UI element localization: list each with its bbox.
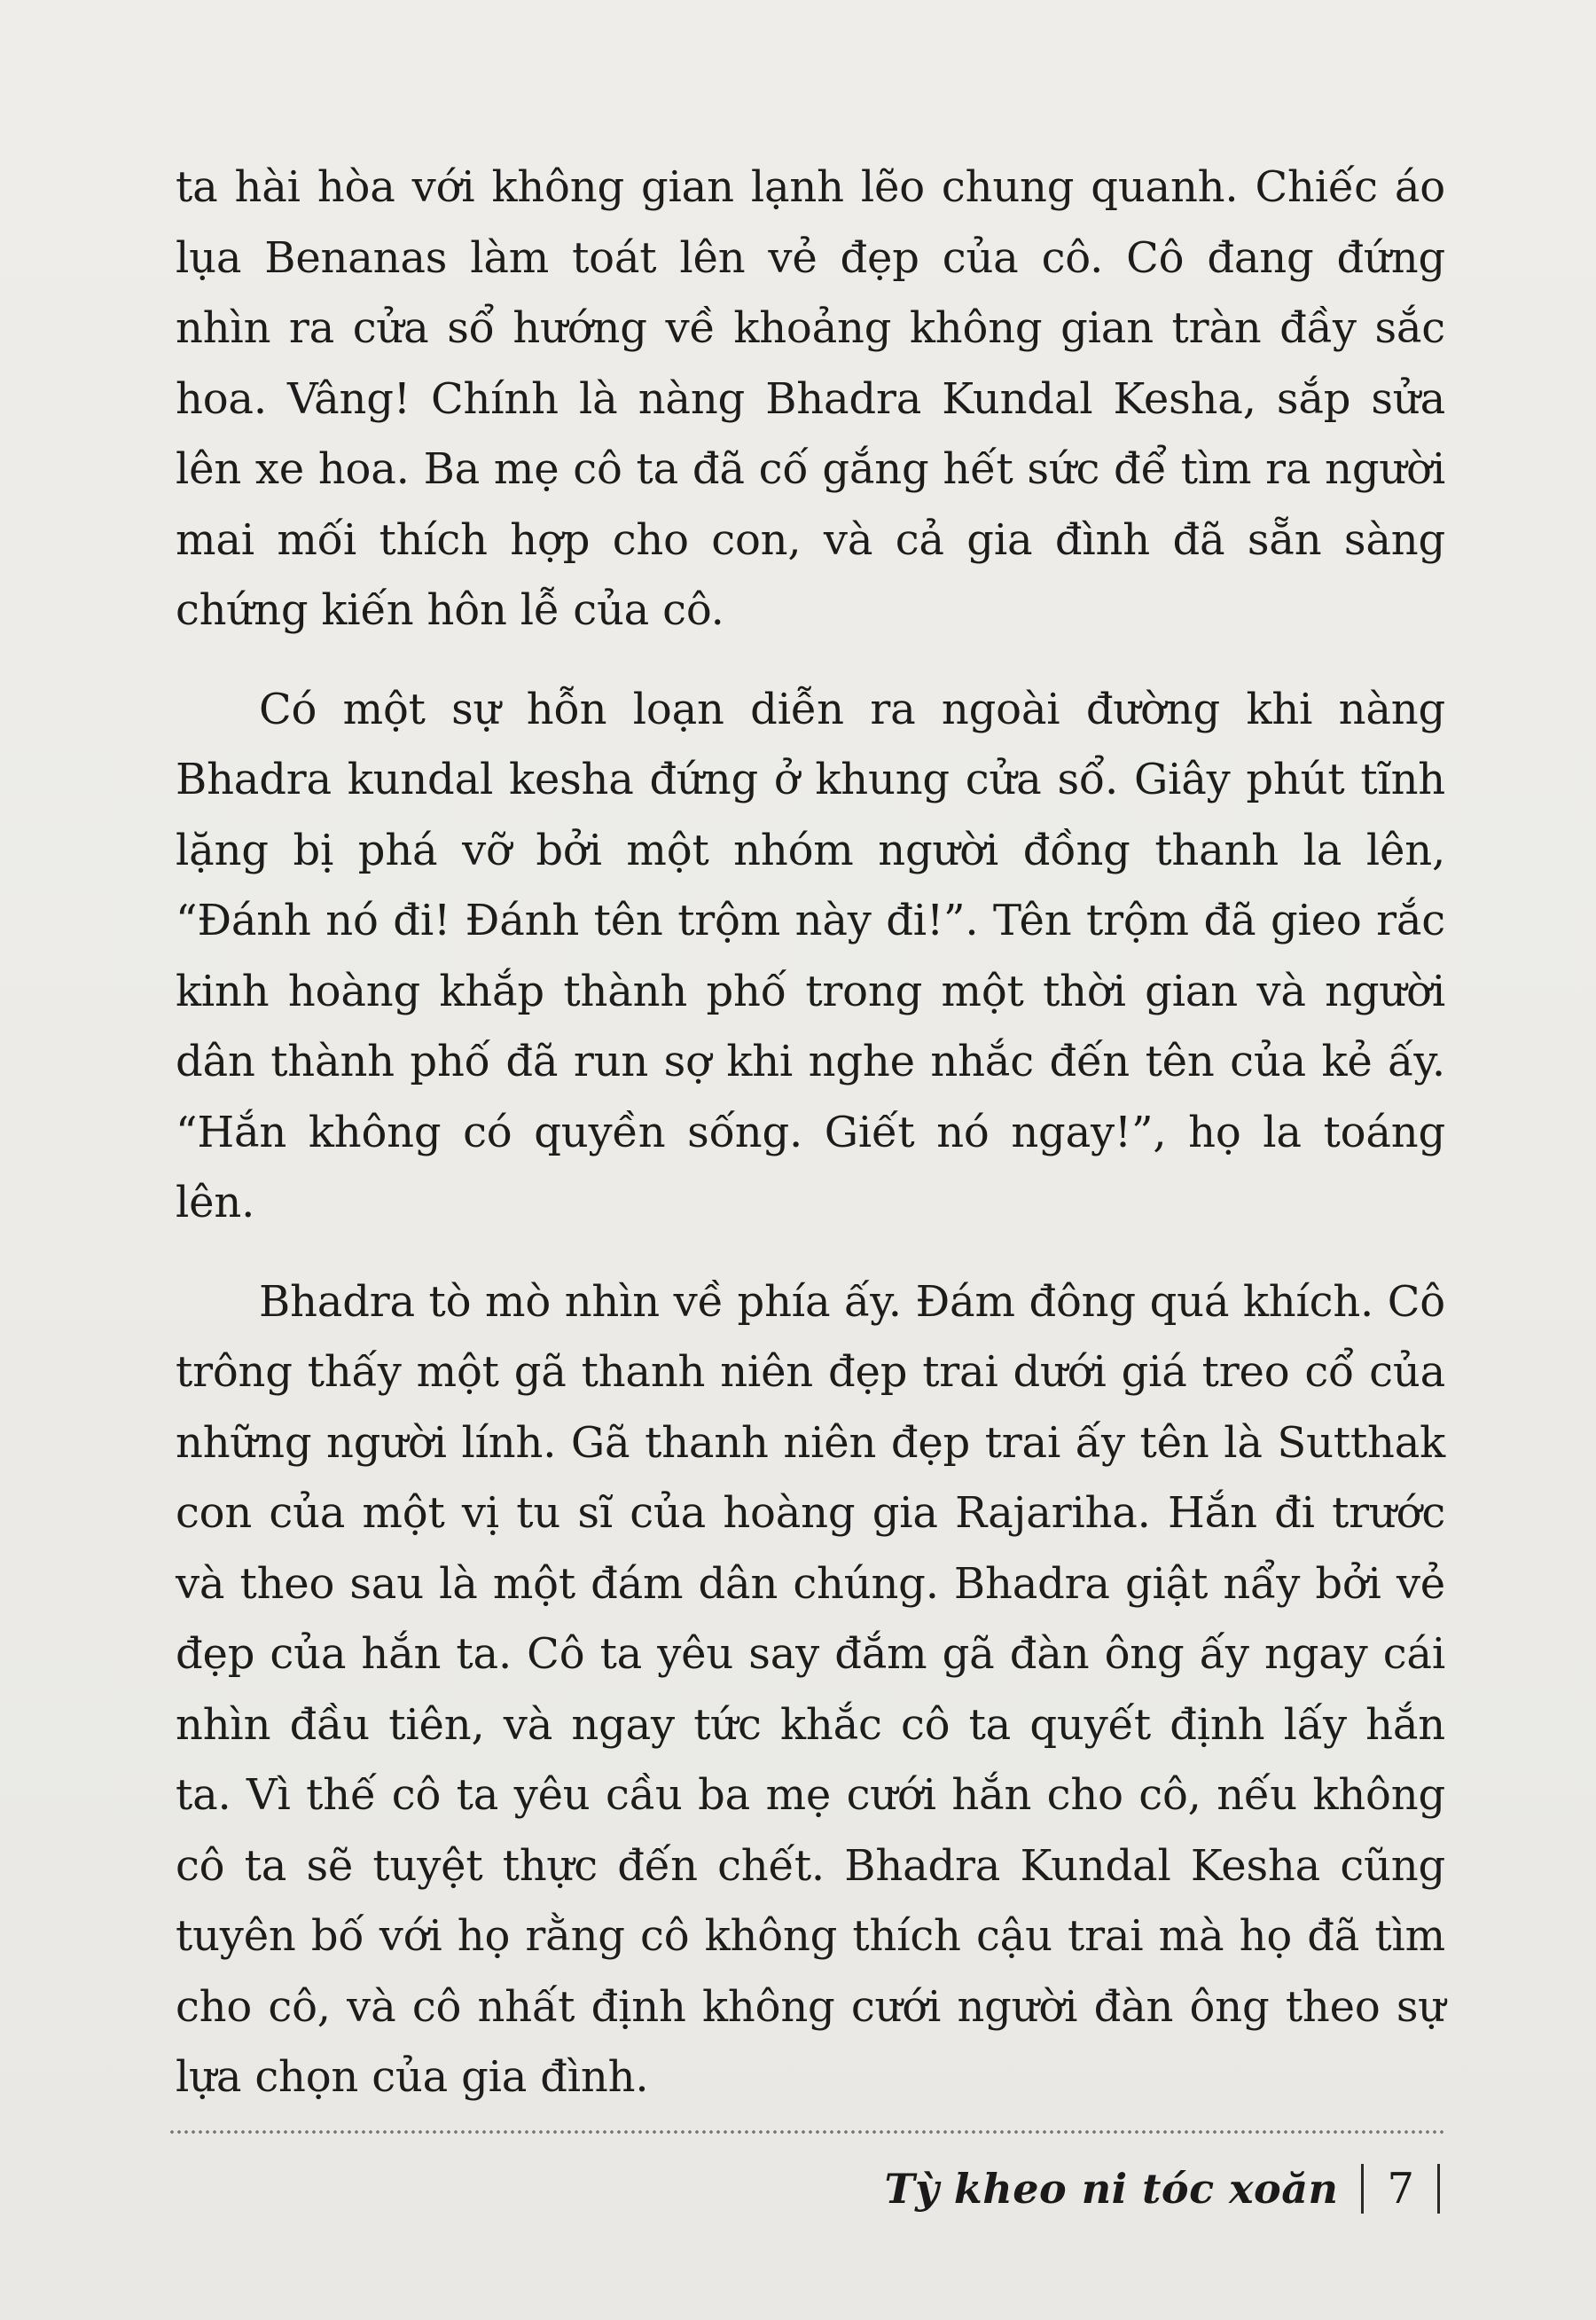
footer-separator-end — [1437, 2164, 1440, 2214]
page-footer — [884, 2153, 1440, 2224]
body-text — [176, 153, 1445, 2142]
page-number: 7 — [1387, 2164, 1414, 2214]
footer-book-title: Tỳ kheo ni tóc xoăn — [884, 2165, 1339, 2213]
paragraph-2: Có một sự hỗn loạn diễn ra ngoài đường khi nàng Bhadra kundal kesha đứng ở khung cửa sổ. Giây phút tĩnh lặng bị phá vỡ bởi một nhóm người đồng thanh la lên, “Đánh nó đi! Đánh tên trộm này đi!”. Tên trộm đã gieo rắc kinh hoàng khắp thành phố trong một thời gian và người dân thành phố đã run sợ khi nghe nhắc đến tên của kẻ ấy. “Hắn không có quyền sống. Giết nó ngay!”, họ la toáng lên. — [176, 684, 1445, 1227]
footer-separator — [1361, 2164, 1364, 2214]
footer-divider — [168, 2128, 1445, 2136]
paragraph-3: Bhadra tò mò nhìn về phía ấy. Đám đông quá khích. Cô trông thấy một gã thanh niên đẹp trai dưới giá treo cổ của những người lính. Gã thanh niên đẹp trai ấy tên là Sutthak con của một vị tu sĩ của hoàng gia Rajariha. Hắn đi trước và theo sau là một đám dân chúng. Bhadra giật nẩy bởi vẻ đẹp của hắn ta. Cô ta yêu say đắm gã đàn ông ấy ngay cái nhìn đầu tiên, và ngay tức khắc cô ta quyết định lấy hắn ta. Vì thế cô ta yêu cầu ba mẹ cưới hắn cho cô, nếu không cô ta sẽ tuyệt thực đến chết. Bhadra Kundal Kesha cũng tuyên bố với họ rằng cô không thích cậu trai mà họ đã tìm cho cô, và cô nhất định không cưới người đàn ông theo sự lựa chọn của gia đình. — [176, 1276, 1445, 2102]
paragraph-1: ta hài hòa với không gian lạnh lẽo chung quanh. Chiếc áo lụa Benanas làm toát lên vẻ đẹp của cô. Cô đang đứng nhìn ra cửa sổ hướng về khoảng không gian tràn đầy sắc hoa. Vâng! Chính là nàng Bhadra Kundal Kesha, sắp sửa lên xe hoa. Ba mẹ cô ta đã cố gắng hết sức để tìm ra người mai mối thích hợp cho con, và cả gia đình đã sẵn sàng chứng kiến hôn lễ của cô. — [176, 162, 1445, 635]
